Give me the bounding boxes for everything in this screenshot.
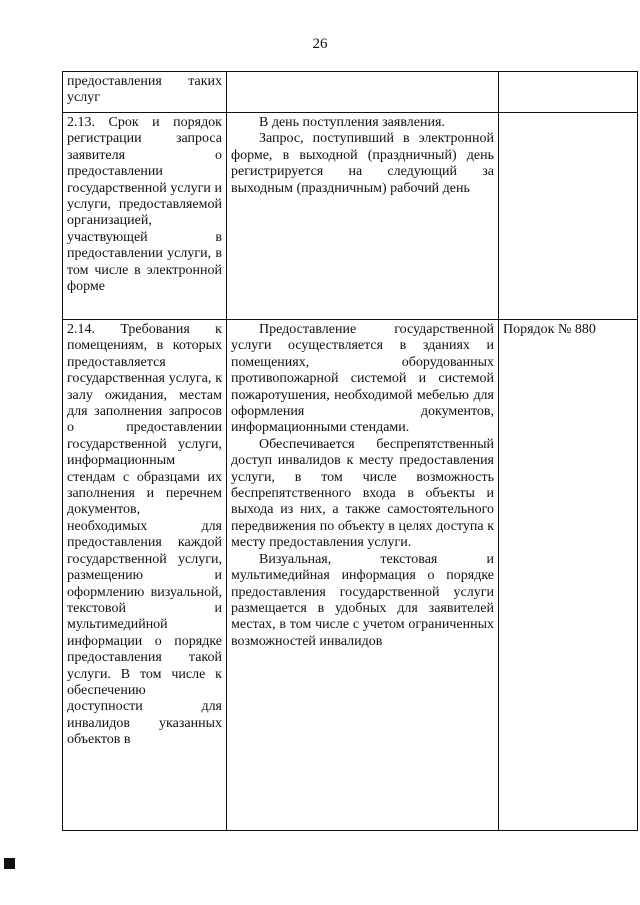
- paragraph: Предоставление государственной услуги осуществляется в зданиях и помещениях, оборудованных противопожарной системой и системой пожаротушения, необходимой мебелью для оформления документов, информационными стендами.: [231, 322, 494, 436]
- table-cell-description: [227, 320, 499, 831]
- table-row: [63, 72, 638, 113]
- table-cell-reference: Порядок № 880: [499, 320, 638, 831]
- paragraph: В день поступления заявления.: [259, 115, 445, 130]
- document-table: [62, 71, 638, 831]
- table-cell-description: [227, 72, 499, 113]
- table-row: [63, 113, 638, 320]
- table-row: [63, 320, 638, 831]
- paragraph: Обеспечивается беспрепятственный доступ инвалидов к месту предоставления услуги, в том числе возможность беспрепятственного входа в объекты и выхода из них, а также самостоятельного передвижения по объекту в целях доступа к месту предоставления услуги.: [231, 436, 494, 551]
- table-cell-reference: [499, 72, 638, 113]
- table-cell-requirement: предоставления таких услуг: [63, 72, 227, 113]
- table-cell-requirement: 2.13. Срок и порядок регистрации запроса заявителя о предоставлении государственной услуги и услуги, предоставляемой организацией, участвующей в предоставлении услуги, в том числе в электронной форме: [63, 113, 227, 320]
- table-cell-requirement: 2.14. Требования к помещениям, в которых предоставляется государственная услуга, к залу ожидания, местам для заполнения запросов о предоставлении государственной услуги, информационным стендам с образцами их заполнения и перечнем документов, необходимых для предоставления каждой государственной услуги, размещению и оформлению визуальной, текстовой и мультимедийной информации о порядке предоставления такой услуги. В том числе к обеспечению доступности для инвалидов указанных объектов в: [63, 320, 227, 831]
- scan-marker: [4, 858, 15, 869]
- page-number: 26: [312, 36, 328, 52]
- table-cell-description: [227, 113, 499, 320]
- paragraph: Запрос, поступивший в электронной форме, в выходной (праздничный) день регистрируется на следующий за выходным (праздничным) рабочий день: [231, 131, 494, 196]
- table-cell-reference: [499, 113, 638, 320]
- paragraph: Визуальная, текстовая и мультимедийная информация о порядке предоставления государственной услуги размещается в удобных для заявителей местах, в том числе с учетом ограниченных возможностей инвалидов: [231, 551, 494, 649]
